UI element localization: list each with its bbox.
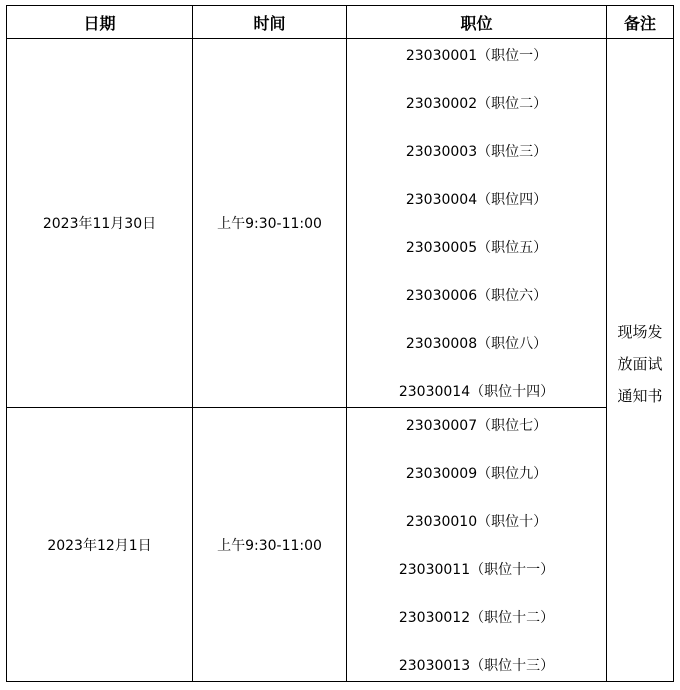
row2-date: 2023年12月1日 (47, 537, 152, 554)
header-date: 日期 (83, 13, 116, 33)
row1-position: 23030003（职位三） (405, 144, 548, 160)
row1-position: 23030001（职位一） (405, 48, 548, 64)
row1-position: 23030002（职位二） (405, 96, 548, 112)
header-position: 职位 (460, 13, 493, 33)
row2-position: 23030010（职位十） (405, 514, 548, 530)
row1-position: 23030004（职位四） (405, 192, 548, 208)
row2-position: 23030013（职位十三） (398, 658, 555, 674)
row1-date: 2023年11月30日 (42, 216, 157, 232)
header-time: 时间 (253, 13, 286, 33)
row1-position: 23030005（职位五） (405, 240, 548, 256)
row1-position: 23030014（职位十四） (398, 384, 555, 400)
note-line: 现场发 (617, 323, 663, 341)
schedule-table (6, 5, 674, 682)
row1-time: 上午9:30-11:00 (217, 216, 322, 232)
row1-position: 23030006（职位六） (405, 288, 548, 304)
row1-position: 23030008（职位八） (405, 336, 548, 352)
row2-position: 23030007（职位七） (405, 418, 548, 434)
note-cell (607, 316, 673, 412)
note-line: 通知书 (617, 387, 663, 405)
row2-time: 上午9:30-11:00 (217, 537, 322, 554)
row2-position: 23030012（职位十二） (398, 610, 555, 626)
row2-position: 23030009（职位九） (405, 466, 548, 482)
header-note: 备注 (623, 13, 656, 33)
row2-position: 23030011（职位十一） (398, 562, 555, 578)
note-line: 放面试 (617, 355, 663, 373)
